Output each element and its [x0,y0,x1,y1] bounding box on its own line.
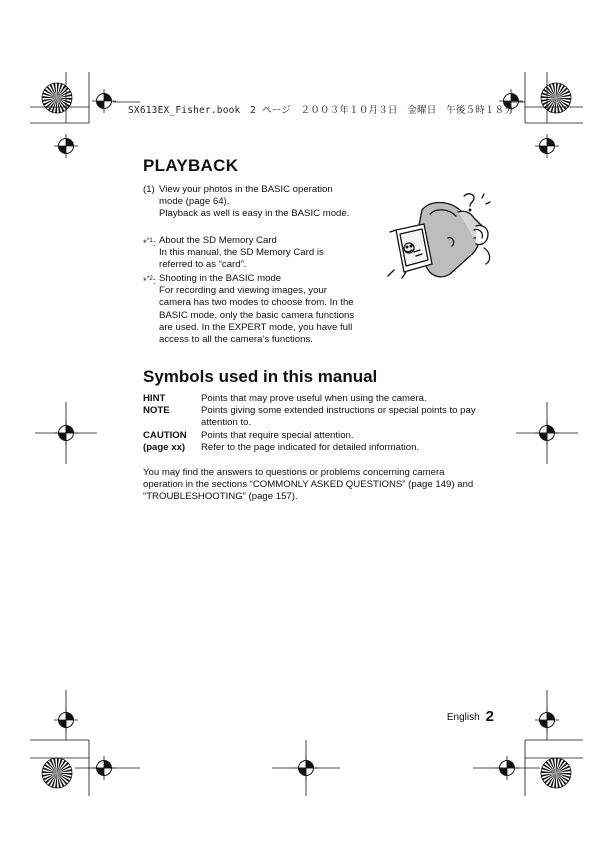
page-number: 2 [485,708,494,725]
footnote-line: access to all the camera’s functions. [159,334,313,346]
footnote-number: *2 [146,275,153,282]
symbol-description: Points giving some extended instructions or special points to pay [201,405,476,416]
footnote-mark: *$^{*1}$: [143,237,156,249]
playback-title: PLAYBACK [143,156,239,175]
starburst-mark [541,758,571,788]
symbol-key: NOTE [143,405,170,416]
item-line: View your photos in the BASIC operation [159,184,333,195]
starburst-mark [42,758,72,788]
item-number: (1) [143,184,155,195]
footnote-line: Shooting in the BASIC mode [159,273,282,284]
starburst-mark [42,83,72,113]
footer-language: English [446,712,480,723]
symbol-key: CAUTION [143,430,187,441]
starburst-mark [541,83,571,113]
footnote-line: camera has two modes to choose from. In the [159,297,354,309]
footnote-number: *1 [146,237,153,244]
item-line: mode (page 64). [159,196,230,208]
footnote-line: About the SD Memory Card [159,235,277,246]
file-header: SX613EX_Fisher.book 2 ページ ２００３年１０月３日 金曜日 午後５時１８分 [128,105,515,116]
symbol-description: Refer to the page indicated for detailed information. [201,442,420,453]
closing-line: You may find the answers to questions or problems concerning camera [143,467,445,478]
footnote-mark: *$^{*2}$: [143,275,156,287]
closing-line: “TROUBLESHOOTING” (page 157). [143,491,298,503]
symbol-description: Points that may prove useful when using the camera. [201,393,427,404]
symbol-row-page-ref [143,442,503,455]
footnote-line: BASIC mode, only the basic camera functions [159,309,355,321]
item-line: Playback as well is easy in the BASIC mode. [159,208,350,220]
symbols-title: Symbols used in this manual [143,367,378,386]
footnote-line: referred to as “card”. [159,259,247,271]
footnote-line: For recording and viewing images, your [159,285,327,297]
symbol-description: attention to. [201,417,252,429]
symbol-row-note [143,405,503,431]
footnote-line: are used. In the EXPERT mode, you have full [159,321,353,333]
closing-line: operation in the sections “COMMONLY ASKED QUESTIONS” (page 149) and [143,479,474,491]
symbol-key: HINT [143,393,166,404]
page-footer [447,708,494,725]
camera-illustration [378,190,498,290]
closing-paragraph [143,467,513,504]
symbol-key: (page xx) [143,442,186,453]
footnote-line: In this manual, the SD Memory Card is [159,247,324,259]
symbol-description: Points that require special attention. [201,430,354,441]
